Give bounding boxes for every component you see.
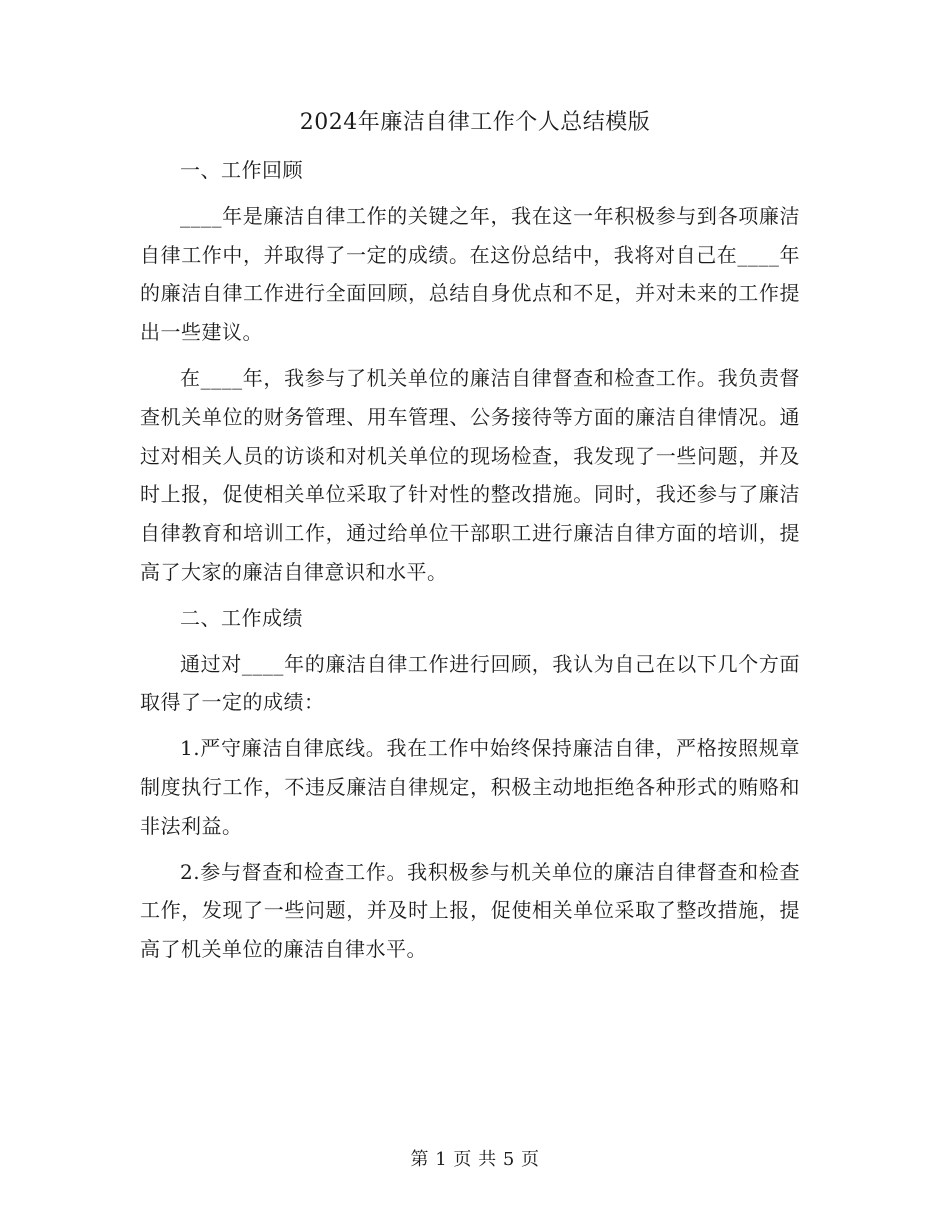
paragraph-inspection-work: 在____年，我参与了机关单位的廉洁自律督查和检查工作。我负责督查机关单位的财务管理、用车管理、公务接待等方面的廉洁自律情况。通过对相关人员的访谈和对机关单位的现场检查，我发现了一些问题，并及时上报，促使相关单位采取了针对性的整改措施。同时，我还参与了廉洁自律教育和培训工作，通过给单位干部职工进行廉洁自律方面的培训，提高了大家的廉洁自律意识和水平。 [140, 366, 800, 584]
list-item-2: 2.参与督查和检查工作。我积极参与机关单位的廉洁自律督查和检查工作，发现了一些问题，并及时上报，促使相关单位采取了整改措施，提高了机关单位的廉洁自律水平。 [140, 859, 800, 962]
paragraph-intro: ____年是廉洁自律工作的关键之年，我在这一年积极参与到各项廉洁自律工作中，并取得了一定的成绩。在这份总结中，我将对自己在____年的廉洁自律工作进行全面回顾，总结自身优点和不足，并对未来的工作提出一些建议。 [140, 204, 800, 345]
list-item-1: 1.严守廉洁自律底线。我在工作中始终保持廉洁自律，严格按照规章制度执行工作，不违反廉洁自律规定，积极主动地拒绝各种形式的贿赂和非法利益。 [140, 736, 800, 838]
section-heading-achievements: 二、工作成绩 [180, 605, 303, 630]
page-number-footer: 第 1 页 共 5 页 [410, 1149, 540, 1170]
document-body [140, 151, 800, 976]
section-heading-work-review: 一、工作回顾 [180, 158, 303, 182]
paragraph-achievements-intro: 通过对____年的廉洁自律工作进行回顾，我认为自己在以下几个方面取得了一定的成绩： [140, 651, 800, 715]
document-title: 2024年廉洁自律工作个人总结模版 [299, 110, 651, 135]
